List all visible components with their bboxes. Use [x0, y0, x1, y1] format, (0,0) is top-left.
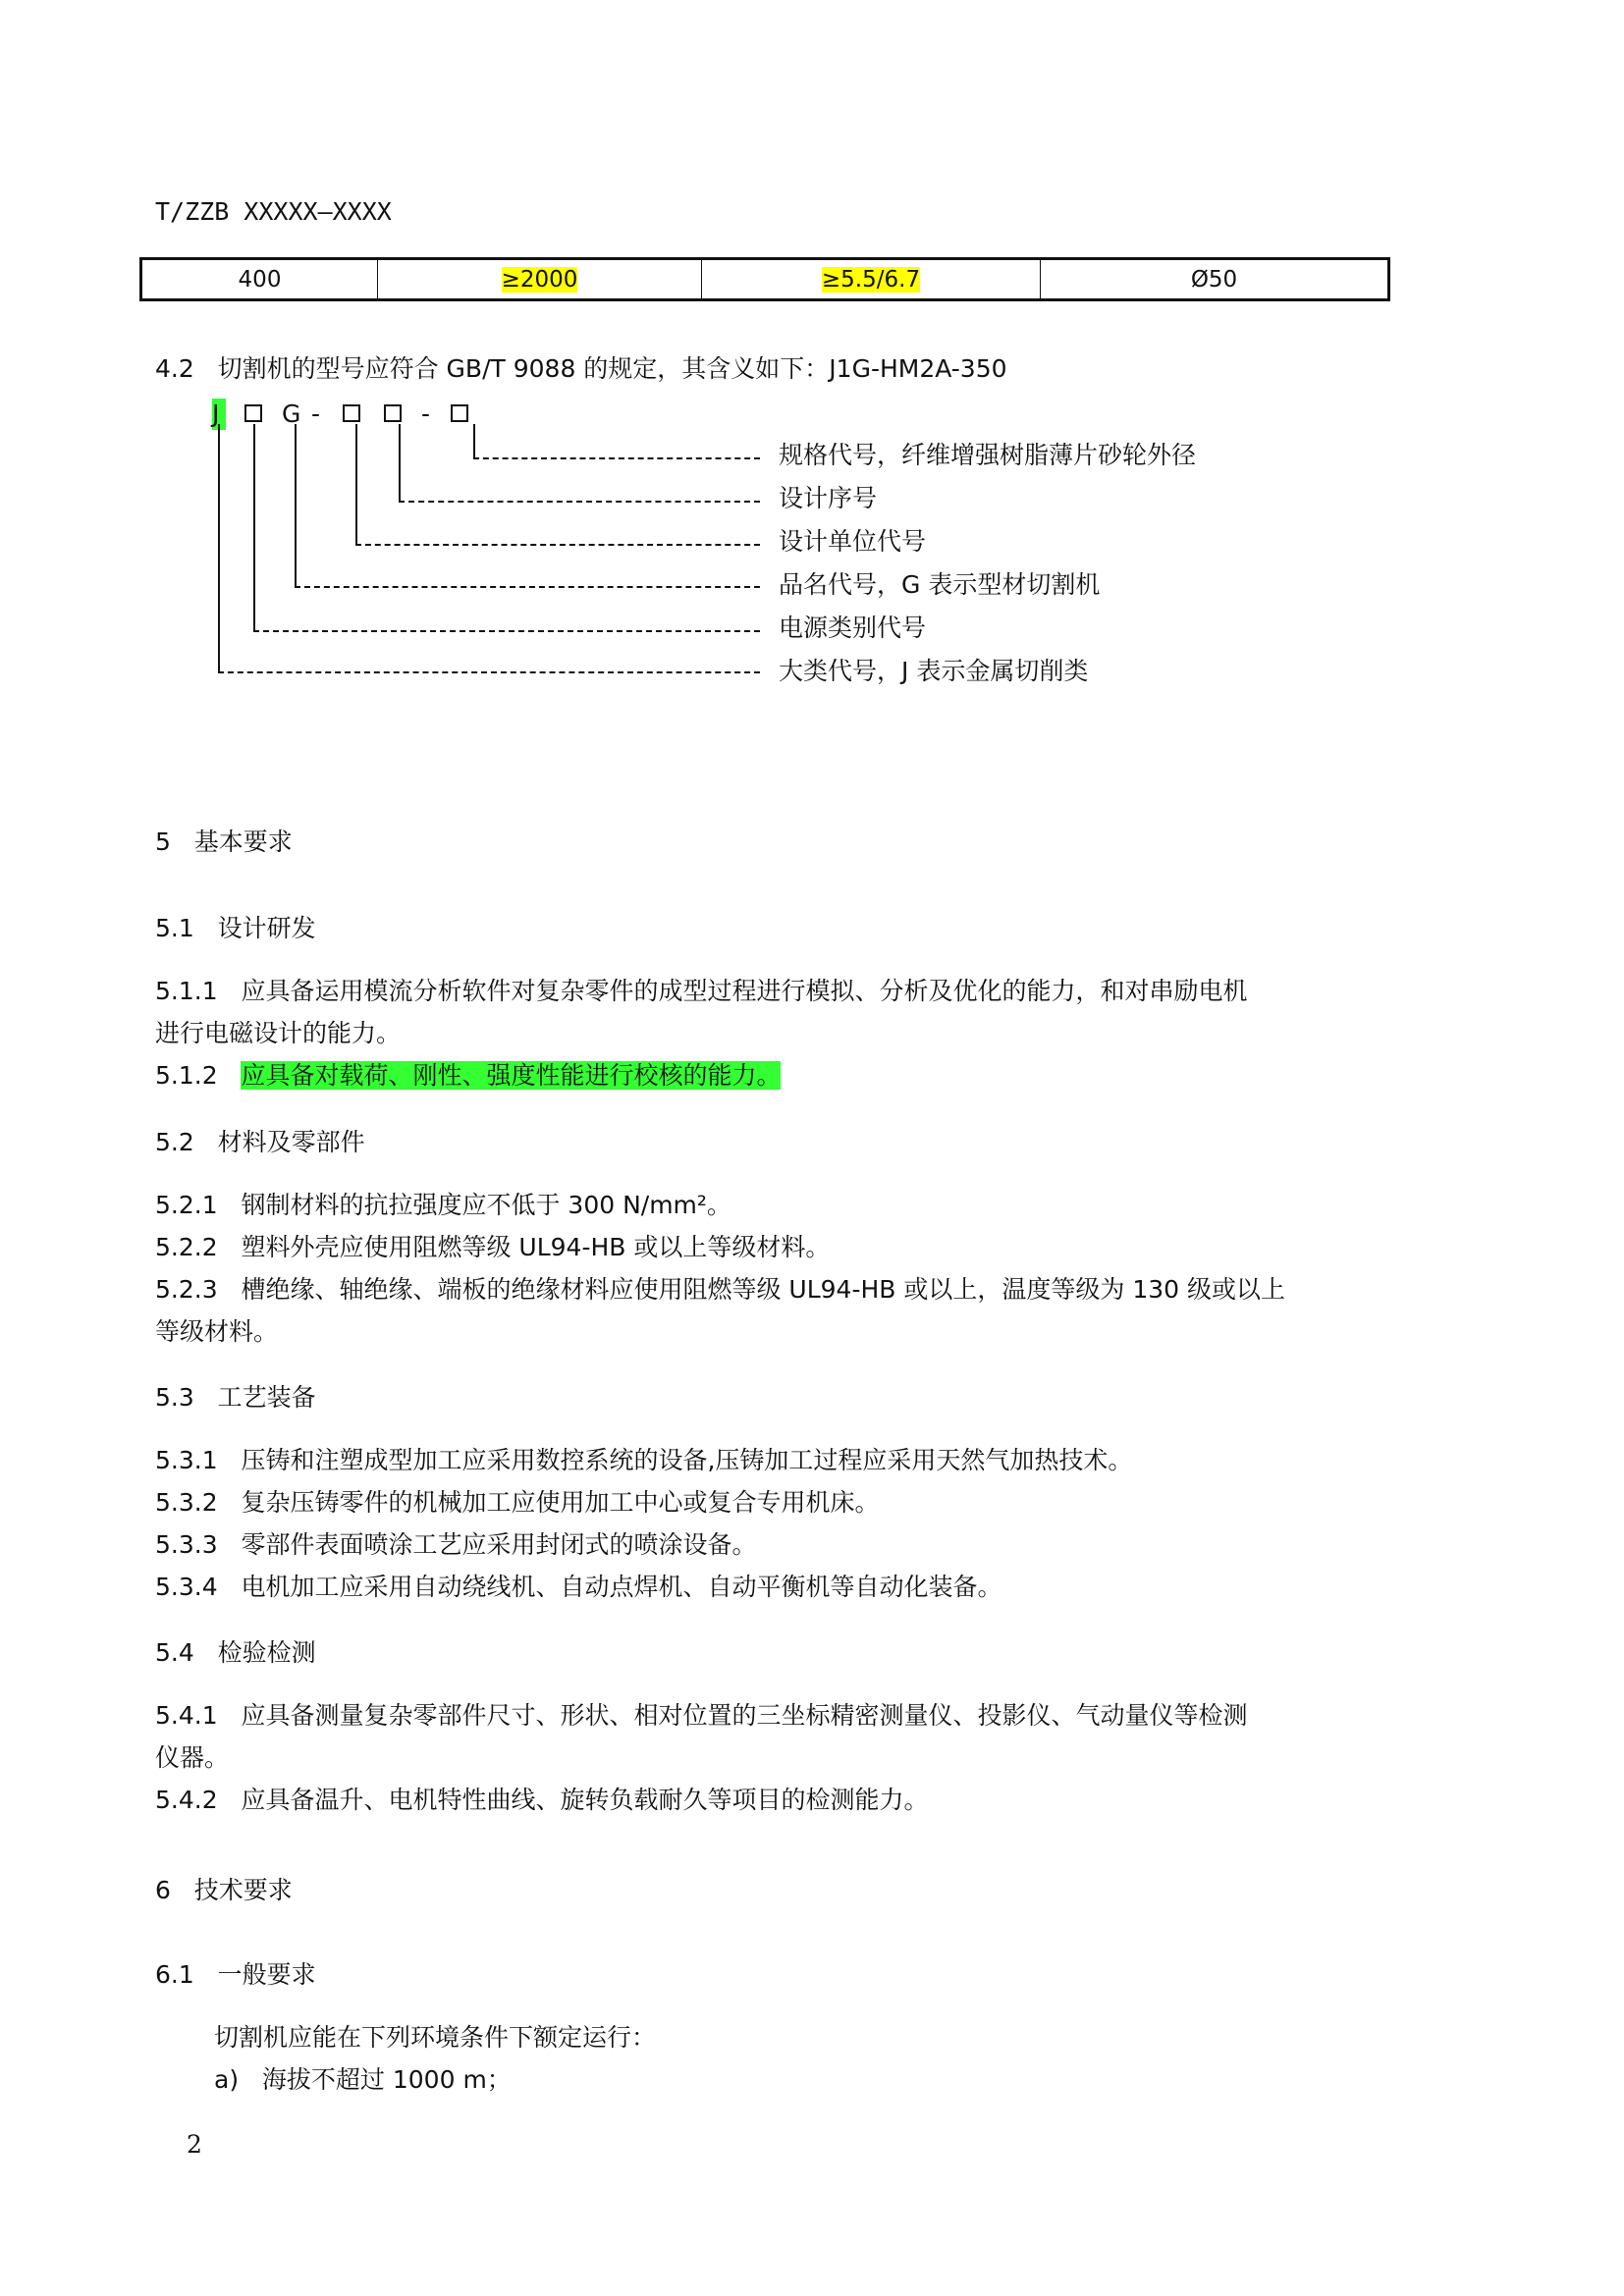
clause-5-4-1: 5.4.1 应具备测量复杂零部件尺寸、形状、相对位置的三坐标精密测量仪、投影仪、气动量仪等检测: [155, 1701, 1248, 1730]
clause-5-3-1: 5.3.1 压铸和注塑成型加工应采用数控系统的设备,压铸加工过程应采用天然气加热技术。: [155, 1446, 1133, 1474]
placeholder-box-icon: [244, 404, 262, 422]
leader-line: [295, 586, 760, 588]
leader-line: [399, 424, 401, 501]
section-heading: 5 基本要求: [155, 828, 293, 856]
clause-5-1-1-continued: 进行电磁设计的能力。: [155, 1019, 402, 1047]
leader-line: [473, 424, 475, 457]
table-cell: 400: [142, 260, 378, 298]
leader-line: [253, 630, 760, 632]
subsection-heading: 6.1 一般要求: [155, 1960, 316, 1989]
subsection-heading: 5.4 检验检测: [155, 1638, 316, 1667]
code-dash: -: [421, 400, 431, 428]
section-heading: 6 技术要求: [155, 1876, 293, 1904]
leader-line: [253, 424, 255, 630]
legend-label: 规格代号，纤维增强树脂薄片砂轮外径: [779, 441, 1197, 469]
paragraph-intro: 切割机应能在下列环境条件下额定运行：: [214, 2023, 657, 2052]
leader-line: [473, 457, 760, 459]
leader-line: [218, 424, 220, 671]
subsection-heading: 5.3 工艺装备: [155, 1383, 316, 1412]
table-cell: ≥2000: [378, 260, 702, 298]
leader-line: [218, 671, 760, 673]
code-letter-g: G: [282, 400, 301, 428]
leader-line: [399, 501, 760, 503]
clause-5-1-2: 5.1.2 应具备对载荷、刚性、强度性能进行校核的能力。: [155, 1061, 782, 1090]
document-code: T/ZZB XXXXX—XXXX: [155, 197, 392, 226]
clause-5-2-2: 5.2.2 塑料外壳应使用阻燃等级 UL94-HB 或以上等级材料。: [155, 1233, 831, 1261]
page-number: 2: [187, 2130, 202, 2159]
legend-label: 设计序号: [779, 484, 878, 512]
clause-5-3-4: 5.3.4 电机加工应采用自动绕线机、自动点焊机、自动平衡机等自动化装备。: [155, 1573, 1002, 1601]
leader-line: [295, 424, 297, 586]
clause-5-4-2: 5.4.2 应具备温升、电机特性曲线、旋转负载耐久等项目的检测能力。: [155, 1786, 929, 1814]
spec-table-row: [139, 257, 1390, 301]
placeholder-box-icon: [384, 404, 402, 422]
clause-5-2-3-continued: 等级材料。: [155, 1317, 279, 1346]
clause-5-2-3: 5.2.3 槽绝缘、轴绝缘、端板的绝缘材料应使用阻燃等级 UL94-HB 或以上，温度等级为 130 级或以上: [155, 1275, 1285, 1304]
placeholder-box-icon: [451, 404, 468, 422]
legend-label: 品名代号，G 表示型材切割机: [779, 570, 1101, 599]
clause-5-1-1: 5.1.1 应具备运用模流分析软件对复杂零件的成型过程进行模拟、分析及优化的能力，和对串励电机: [155, 977, 1248, 1005]
placeholder-box-icon: [343, 404, 360, 422]
list-item: a) 海拔不超过 1000 m；: [214, 2065, 512, 2094]
clause-5-4-1-continued: 仪器。: [155, 1743, 230, 1772]
legend-label: 设计单位代号: [779, 527, 927, 556]
code-letter-j: J: [212, 399, 226, 430]
subsection-heading: 5.2 材料及零部件: [155, 1128, 365, 1156]
clause-5-3-3: 5.3.3 零部件表面喷涂工艺应采用封闭式的喷涂设备。: [155, 1530, 757, 1559]
clause-4-2: 4.2 切割机的型号应符合 GB/T 9088 的规定，其含义如下：J1G-HM2A-350: [155, 354, 1007, 383]
legend-label: 大类代号，J 表示金属切削类: [779, 657, 1089, 685]
table-cell: ≥5.5/6.7: [702, 260, 1041, 298]
code-dash: -: [311, 400, 321, 428]
leader-line: [355, 424, 357, 544]
clause-5-2-1: 5.2.1 钢制材料的抗拉强度应不低于 300 N/mm²。: [155, 1191, 731, 1219]
clause-5-3-2: 5.3.2 复杂压铸零件的机械加工应使用加工中心或复合专用机床。: [155, 1488, 880, 1517]
leader-line: [355, 544, 760, 546]
subsection-heading: 5.1 设计研发: [155, 914, 316, 942]
table-cell: Ø50: [1190, 266, 1238, 293]
legend-label: 电源类别代号: [779, 614, 927, 642]
